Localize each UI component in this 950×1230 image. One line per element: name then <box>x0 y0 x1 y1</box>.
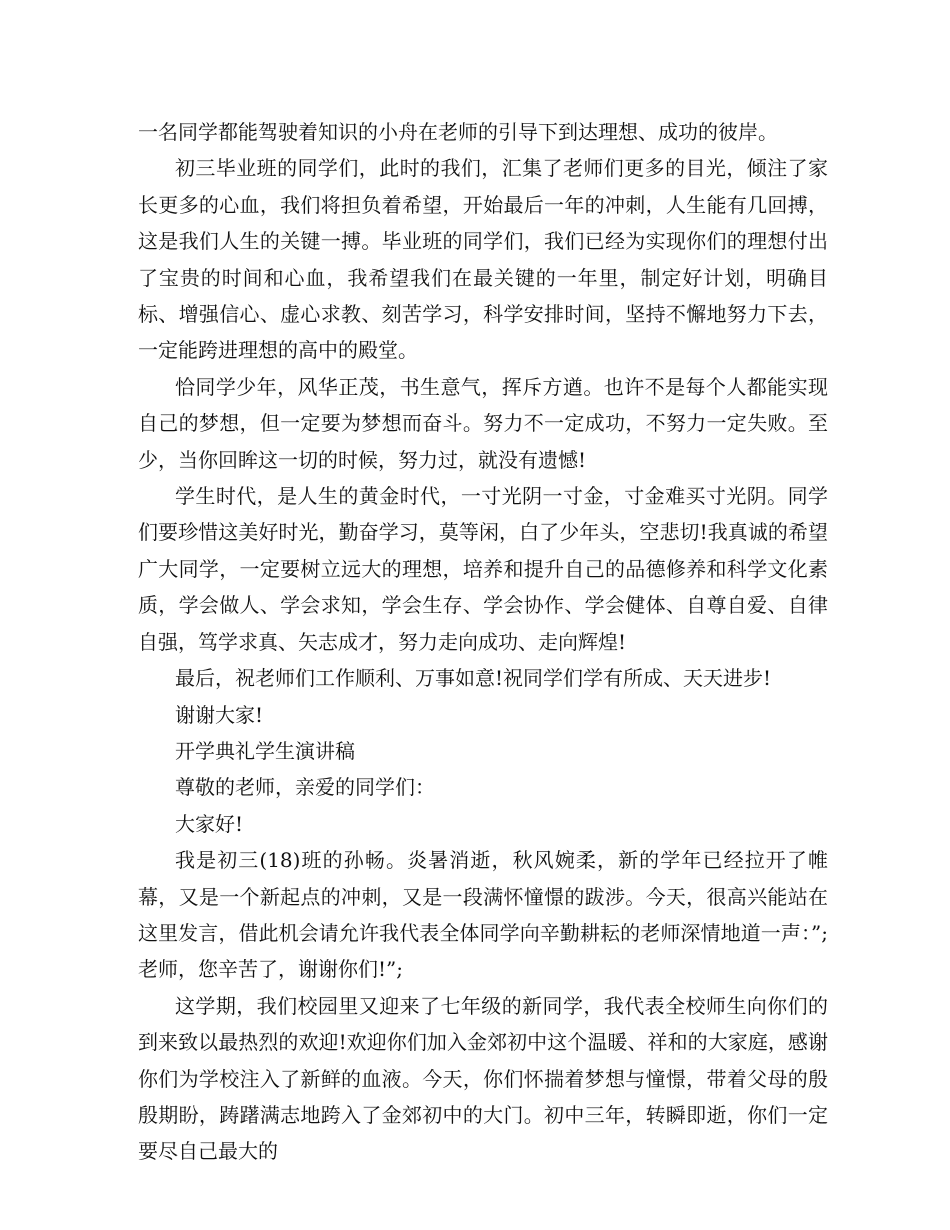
document-body <box>138 114 828 1170</box>
paragraph-2: 初三毕业班的同学们，此时的我们，汇集了老师们更多的目光，倾注了家长更多的心血，我们将担负着希望，开始最后一年的冲刺，人生能有几回搏，这是我们人生的关键一搏。毕业班的同学们，我们已经为实现你们的理想付出了宝贵的时间和心血，我希望我们在最关键的一年里，制定好计划，明确目标、增强信心、虚心求教、刻苦学习，科学安排时间，坚持不懈地努力下去，一定能跨进理想的高中的殿堂。 <box>138 156 828 363</box>
paragraph-3: 恰同学少年，风华正茂，书生意气，挥斥方遒。也许不是每个人都能实现自己的梦想，但一定要为梦想而奋斗。努力不一定成功，不努力一定失败。至少，当你回眸这一切的时候，努力过，就没有遗憾! <box>138 374 828 472</box>
paragraph-5: 最后，祝老师们工作顺利、万事如意!祝同学们学有所成、天天进步! <box>175 666 772 691</box>
paragraph-1: 一名同学都能驾驶着知识的小舟在老师的引导下到达理想、成功的彼岸。 <box>138 120 778 144</box>
greeting: 大家好! <box>175 811 244 836</box>
speech-title: 开学典礼学生演讲稿 <box>175 738 355 763</box>
paragraph-11: 这学期，我们校园里又迎来了七年级的新同学，我代表全校师生向你们的到来致以最热烈的欢迎!欢迎你们加入金郊初中这个温暖、祥和的大家庭，感谢你们为学校注入了新鲜的血液。今天，你们怀揣着梦想与憧憬，带着父母的殷殷期盼，踌躇满志地跨入了金郊初中的大门。初中三年，转瞬即逝，你们一定要尽自己最大的 <box>138 993 828 1164</box>
paragraph-10: 我是初三(18)班的孙畅。炎暑消逝，秋风婉柔，新的学年已经拉开了帷幕，又是一个新起点的冲刺，又是一段满怀憧憬的跋涉。今天，很高兴能站在这里发言，借此机会请允许我代表全体同学向辛勤耕耘的老师深情地道一声：”;老师，您辛苦了，谢谢你们!”; <box>138 848 828 982</box>
salutation: 尊敬的老师，亲爱的同学们： <box>175 775 435 800</box>
paragraph-4: 学生时代，是人生的黄金时代，一寸光阴一寸金，寸金难买寸光阴。同学们要珍惜这美好时光，勤奋学习，莫等闲，白了少年头，空悲切!我真诚的希望广大同学，一定要树立远大的理想，培养和提升自己的品德修养和科学文化素质，学会做人、学会求知，学会生存、学会协作、学会健体、自尊自爱、自律自强，笃学求真、矢志成才，努力走向成功、走向辉煌! <box>138 484 828 654</box>
paragraph-6: 谢谢大家! <box>175 702 264 727</box>
